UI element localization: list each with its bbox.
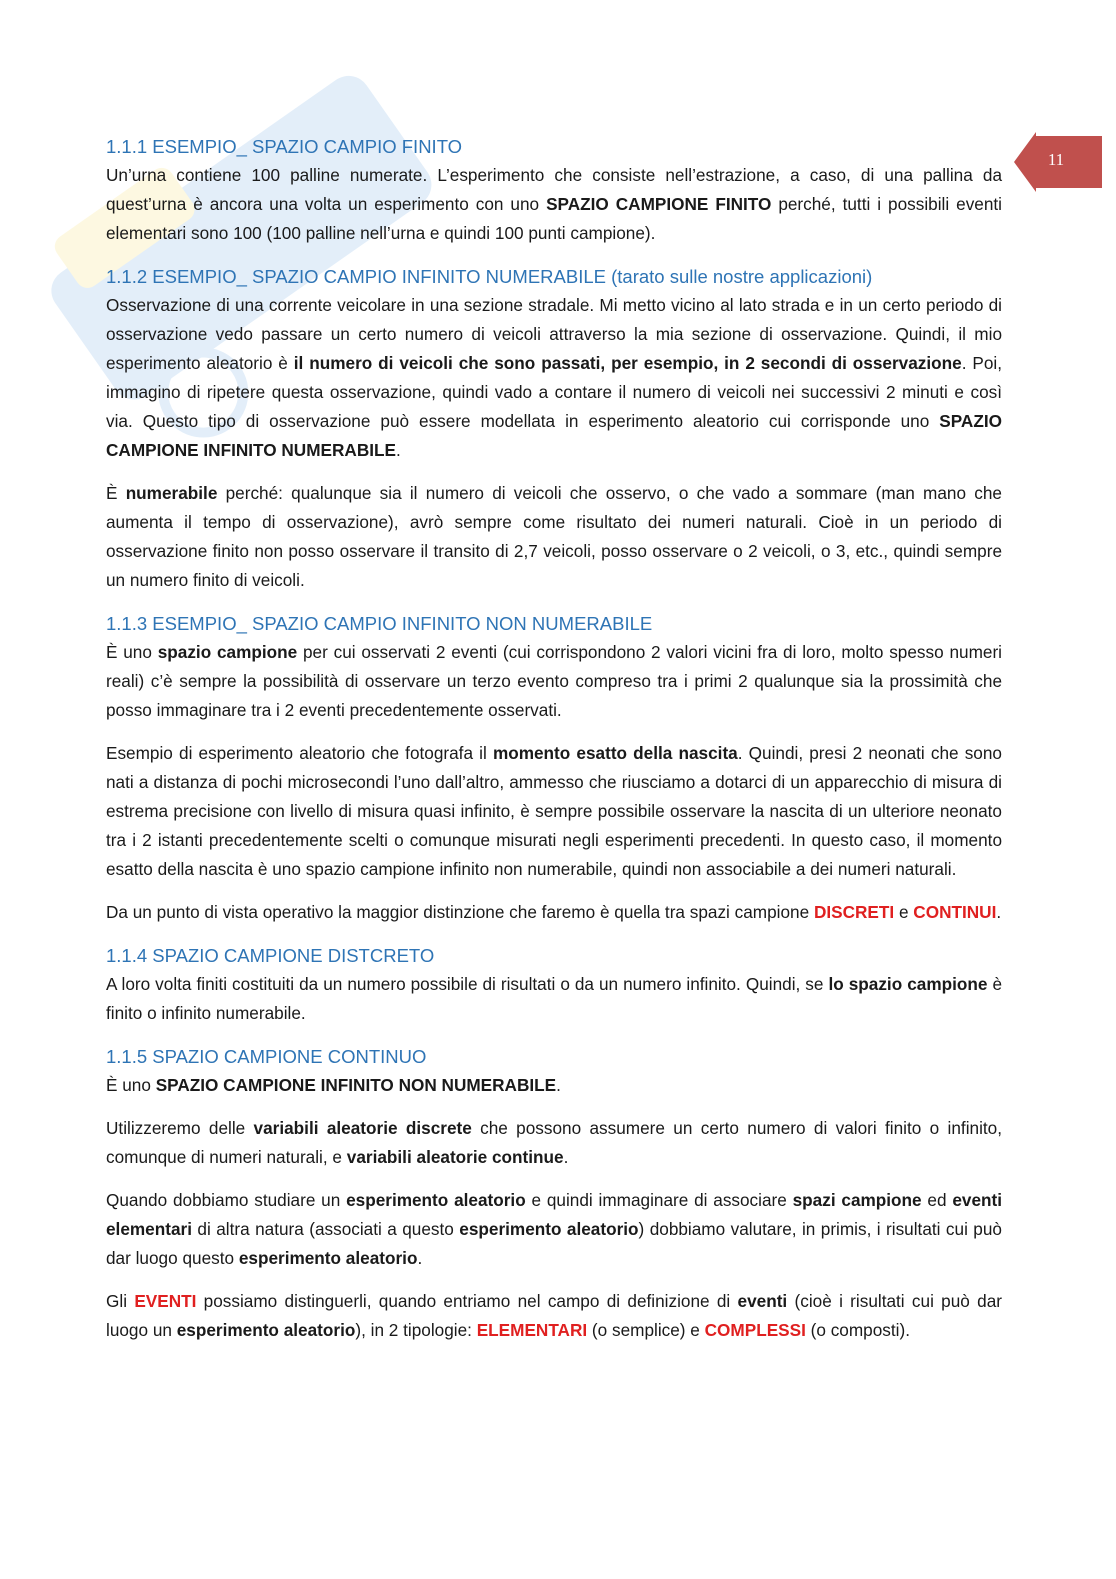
section-heading: 1.1.4 SPAZIO CAMPIONE DISTCRETO [106,945,435,966]
section-heading: 1.1.5 SPAZIO CAMPIONE CONTINUO [106,1046,427,1067]
paragraph [106,898,1002,927]
bold-text: esperimento aleatorio [176,1320,356,1340]
text-run: A loro volta finiti costituiti da un numero possibile di risultati o da un numero infinito. Quindi, se [106,974,829,994]
text-run: ) dobbiamo valutare, in primis, i risultati cui può dar luogo questo [106,1219,1002,1268]
text-run: e quindi immaginare di associare [525,1190,793,1210]
text-run: ed [921,1190,953,1210]
text-run: Gli [106,1291,135,1311]
text-run: per cui osservati 2 eventi (cui corrispondono 2 valori vicini fra di loro, molto spesso numeri reali) c’è sempre la possibilità di osservare un terzo evento compreso tra i primi 2 qualunque sia la prossimità che posso immaginare tra i 2 eventi precedentemente osservati. [106,642,1002,720]
text-run: di altra natura (associati a questo [191,1219,460,1239]
text-run: perché, tutti i possibili eventi elementari sono 100 (100 palline nell’urna e quindi 100 punti campione). [106,194,1003,243]
text-run: e [894,902,914,922]
section [106,609,1002,927]
bold-text: SPAZIO CAMPIONE INFINITO NON NUMERABILE [155,1075,557,1095]
highlight-text: CONTINUI [913,902,997,922]
section [106,1042,1002,1345]
bold-text: lo spazio campione [828,974,988,994]
bold-text: eventi elementari [106,1190,1003,1239]
paragraph [106,970,1002,1028]
text-run: Da un punto di vista operativo la maggior distinzione che faremo è quella tra spazi campione [106,902,814,922]
section-heading: 1.1.2 ESEMPIO_ SPAZIO CAMPIO INFINITO NUMERABILE (tarato sulle nostre applicazioni) [106,266,873,287]
paragraph [106,1287,1002,1345]
bold-text: numerabile [125,483,218,503]
paragraph [106,739,1002,884]
paragraph [106,1114,1002,1172]
text-run: È uno [106,642,158,662]
highlight-text: ELEMENTARI [476,1320,588,1340]
section [106,941,1002,1028]
text-run: Utilizzeremo delle [106,1118,254,1138]
bold-text: spazi campione [792,1190,922,1210]
text-run: . [395,440,401,460]
section [106,132,1002,248]
text-run: è finito o infinito numerabile. [106,974,1003,1023]
text-run: Osservazione di una corrente veicolare in una sezione stradale. Mi metto vicino al lato strada e in un certo periodo di osservazione vedo passare un certo numero di veicoli attraverso la mia sezione di osservazione. Quindi, il mio esperimento aleatorio è [106,295,1002,373]
text-run: . Quindi, presi 2 neonati che sono nati a distanza di pochi microsecondi l’uno dall’altro, ammesso che riusciamo a dotarci di un apparecchio di misura di estrema precisione con livello di misura quasi infinito, è sempre possibile osservare la nascita di un ulteriore neonato tra i 2 istanti precedentemente scelti o comunque misurati negli esperimenti precedenti. In questo caso, il momento esatto della nascita è uno spazio campione infinito non numerabile, quindi non associabile a dei numeri naturali. [106,743,1002,879]
text-run: È [106,483,126,503]
text-run: Un’urna contiene 100 palline numerate. L’esperimento che consiste nell’estrazione, a caso, di una pallina da quest’urna è ancora una volta un esperimento con uno [106,165,1002,214]
text-run: . Poi, immagino di ripetere questa osservazione, quindi vado a contare il numero di veicoli nei successivi 2 minuti e così via. Questo tipo di osservazione può essere modellata in esperimento aleatorio cui corrisponde uno [106,353,1003,431]
bold-text: il numero di veicoli che sono passati, per esempio, in 2 secondi di osservazione [293,353,962,373]
highlight-text: COMPLESSI [704,1320,806,1340]
text-run: (cioè i risultati cui può dar luogo un [106,1291,1002,1340]
text-run: (o composti). [805,1320,910,1340]
paragraph [106,291,1002,465]
paragraph [106,479,1002,595]
bold-text: variabili aleatorie continue [346,1147,564,1167]
text-run: È uno [106,1075,156,1095]
document-body [106,132,1002,1359]
bold-text: SPAZIO CAMPIONE FINITO [546,194,772,214]
highlight-text: EVENTI [134,1291,197,1311]
paragraph [106,638,1002,725]
section-heading: 1.1.1 ESEMPIO_ SPAZIO CAMPIO FINITO [106,136,463,157]
paragraph [106,1186,1002,1273]
text-run: . [417,1248,423,1268]
paragraph [106,1071,1002,1100]
page-number: 11 [1047,150,1065,169]
bold-text: variabili aleatorie discrete [253,1118,472,1138]
text-run: possiamo distinguerli, quando entriamo nel campo di definizione di [196,1291,738,1311]
bold-text: spazio campione [157,642,298,662]
text-run: perché: qualunque sia il numero di veicoli che osservo, o che vado a sommare (man mano che aumenta il tempo di osservazione), avrò sempre come risultato dei numeri naturali. Cioè in un periodo di osservazione finito non posso osservare il transito di 2,7 veicoli, posso osservare o 2 veicoli, o 3, etc., quindi sempre un numero finito di veicoli. [106,483,1002,590]
text-run: ), in 2 tipologie: [355,1320,477,1340]
bold-text: esperimento aleatorio [346,1190,526,1210]
text-run: che possono assumere un certo numero di valori finito o infinito, comunque di numeri naturali, e [106,1118,1002,1167]
bold-text: SPAZIO CAMPIONE INFINITO NUMERABILE [106,411,1002,460]
text-run: Esempio di esperimento aleatorio che fotografa il [106,743,493,763]
bold-text: momento esatto della nascita [492,743,738,763]
text-run: . [563,1147,569,1167]
bold-text: esperimento aleatorio [459,1219,639,1239]
paragraph [106,161,1002,248]
section [106,262,1002,595]
section-heading: 1.1.3 ESEMPIO_ SPAZIO CAMPIO INFINITO NON NUMERABILE [106,613,653,634]
text-run: Quando dobbiamo studiare un [106,1190,347,1210]
text-run: (o semplice) e [587,1320,705,1340]
text-run: . [556,1075,561,1095]
bold-text: eventi [737,1291,788,1311]
bold-text: esperimento aleatorio [238,1248,418,1268]
text-run: . [996,902,1002,922]
highlight-text: DISCRETI [813,902,895,922]
